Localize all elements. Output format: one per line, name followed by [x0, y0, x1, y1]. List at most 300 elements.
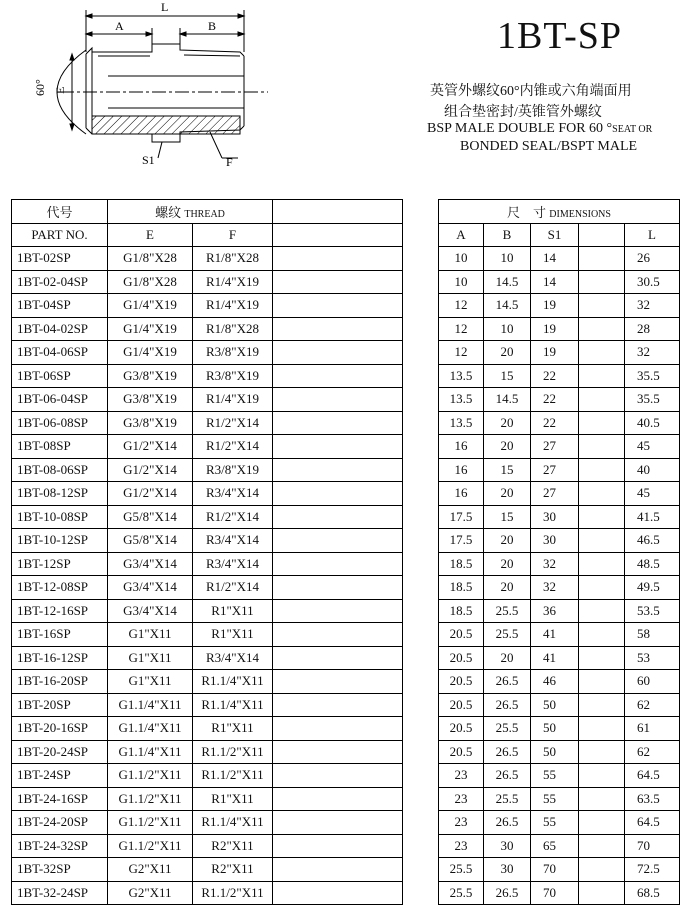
blank-cell	[273, 787, 403, 811]
dim-b-cell: 26.5	[484, 670, 531, 694]
header-row-1	[12, 200, 680, 224]
thread-f-cell: R1/4"X19	[193, 294, 273, 318]
part-no-cell: 1BT-06-04SP	[12, 388, 108, 412]
dim-b-cell: 26.5	[484, 881, 531, 905]
thread-f-cell: R3/8"X19	[193, 341, 273, 365]
header-part-en: PART NO.	[12, 223, 108, 247]
blank-cell	[273, 270, 403, 294]
thread-e-cell: G1.1/4"X11	[108, 717, 193, 741]
gap-cell	[403, 270, 439, 294]
part-no-cell: 1BT-12SP	[12, 552, 108, 576]
blank-cell	[273, 764, 403, 788]
thread-f-cell: R1/2"X14	[193, 505, 273, 529]
dim-b-cell: 20	[484, 552, 531, 576]
thread-f-cell: R1.1/4"X11	[193, 670, 273, 694]
label-A: A	[115, 19, 124, 33]
thread-e-cell: G1"X11	[108, 670, 193, 694]
gap-cell	[403, 623, 439, 647]
dim-a-cell: 23	[439, 834, 484, 858]
blank-cell	[273, 599, 403, 623]
header-blank-2	[273, 223, 403, 247]
description-cn-line1: 英管外螺纹60°内锥或六角端面用	[430, 84, 632, 99]
dim-s1-cell: 14	[531, 247, 579, 271]
dim-a-cell: 20.5	[439, 717, 484, 741]
blank-cell	[273, 458, 403, 482]
blank-cell	[273, 881, 403, 905]
table-row	[12, 388, 680, 412]
part-no-cell: 1BT-24SP	[12, 764, 108, 788]
dim-a-cell: 20.5	[439, 623, 484, 647]
dim-l-cell: 61	[625, 717, 680, 741]
dim-b-cell: 20	[484, 576, 531, 600]
blank-cell	[273, 317, 403, 341]
dim-s1-cell: 19	[531, 294, 579, 318]
header-thread-en: THREAD	[184, 208, 225, 220]
gap-cell	[403, 317, 439, 341]
blank-cell	[273, 811, 403, 835]
dim-l-cell: 45	[625, 482, 680, 506]
dim-a-cell: 10	[439, 247, 484, 271]
gap-cell	[403, 670, 439, 694]
header-thread-cn: 螺纹	[155, 204, 182, 220]
blank-cell	[579, 787, 625, 811]
header-dims	[439, 200, 680, 224]
blank-cell	[579, 764, 625, 788]
blank-cell	[579, 834, 625, 858]
thread-e-cell: G1.1/4"X11	[108, 740, 193, 764]
table-row	[12, 623, 680, 647]
description-cn-line2: 组合垫密封/英锥管外螺纹	[444, 105, 602, 120]
thread-e-cell: G1/2"X14	[108, 482, 193, 506]
part-no-cell: 1BT-08-12SP	[12, 482, 108, 506]
thread-e-cell: G1/8"X28	[108, 270, 193, 294]
dim-a-cell: 17.5	[439, 505, 484, 529]
header-blank-1	[273, 200, 403, 224]
blank-cell	[579, 552, 625, 576]
gap-cell	[403, 388, 439, 412]
dim-l-cell: 62	[625, 693, 680, 717]
thread-e-cell: G1.1/2"X11	[108, 834, 193, 858]
thread-f-cell: R1.1/2"X11	[193, 740, 273, 764]
gap-cell	[403, 646, 439, 670]
blank-cell	[273, 576, 403, 600]
dim-l-cell: 68.5	[625, 881, 680, 905]
dim-s1-cell: 22	[531, 388, 579, 412]
thread-e-cell: G1.1/2"X11	[108, 764, 193, 788]
blank-cell	[579, 881, 625, 905]
thread-f-cell: R1/2"X14	[193, 576, 273, 600]
dim-a-cell: 20.5	[439, 646, 484, 670]
part-no-cell: 1BT-06SP	[12, 364, 108, 388]
label-E: E	[53, 86, 67, 94]
thread-e-cell: G3/4"X14	[108, 599, 193, 623]
gap-cell	[403, 411, 439, 435]
thread-f-cell: R3/4"X14	[193, 552, 273, 576]
gap-cell	[403, 435, 439, 459]
dim-s1-cell: 36	[531, 599, 579, 623]
blank-cell	[579, 364, 625, 388]
blank-cell	[273, 505, 403, 529]
part-no-cell: 1BT-16-20SP	[12, 670, 108, 694]
header-row-2	[12, 223, 680, 247]
dim-b-cell: 20	[484, 646, 531, 670]
dim-s1-cell: 70	[531, 881, 579, 905]
thread-e-cell: G3/8"X19	[108, 388, 193, 412]
table-row	[12, 435, 680, 459]
dim-a-cell: 25.5	[439, 858, 484, 882]
part-no-cell: 1BT-12-16SP	[12, 599, 108, 623]
part-no-cell: 1BT-10-08SP	[12, 505, 108, 529]
dim-s1-cell: 41	[531, 646, 579, 670]
dim-l-cell: 32	[625, 341, 680, 365]
dim-s1-cell: 70	[531, 858, 579, 882]
thread-f-cell: R3/4"X14	[193, 482, 273, 506]
dim-s1-cell: 27	[531, 482, 579, 506]
thread-e-cell: G1/8"X28	[108, 247, 193, 271]
thread-e-cell: G2"X11	[108, 858, 193, 882]
part-no-cell: 1BT-04SP	[12, 294, 108, 318]
part-no-cell: 1BT-02-04SP	[12, 270, 108, 294]
dim-l-cell: 26	[625, 247, 680, 271]
thread-e-cell: G3/8"X19	[108, 411, 193, 435]
blank-cell	[579, 505, 625, 529]
header-gap	[403, 200, 439, 224]
dim-s1-cell: 22	[531, 411, 579, 435]
dim-l-cell: 45	[625, 435, 680, 459]
dim-s1-cell: 22	[531, 364, 579, 388]
blank-cell	[579, 341, 625, 365]
gap-cell	[403, 858, 439, 882]
table-row	[12, 599, 680, 623]
dim-l-cell: 53.5	[625, 599, 680, 623]
dim-a-cell: 13.5	[439, 411, 484, 435]
dim-l-cell: 64.5	[625, 764, 680, 788]
fitting-drawing	[0, 0, 330, 190]
dim-b-cell: 25.5	[484, 599, 531, 623]
dim-s1-cell: 30	[531, 529, 579, 553]
thread-e-cell: G5/8"X14	[108, 505, 193, 529]
gap-cell	[403, 576, 439, 600]
thread-e-cell: G1/4"X19	[108, 294, 193, 318]
dim-a-cell: 13.5	[439, 388, 484, 412]
table-row	[12, 811, 680, 835]
blank-cell	[579, 693, 625, 717]
table-row	[12, 552, 680, 576]
part-no-cell: 1BT-20SP	[12, 693, 108, 717]
dim-b-cell: 26.5	[484, 740, 531, 764]
table-row	[12, 317, 680, 341]
dim-a-cell: 18.5	[439, 576, 484, 600]
part-no-cell: 1BT-08SP	[12, 435, 108, 459]
description-en-line1-main: BSP MALE DOUBLE FOR 60 °	[427, 121, 613, 136]
thread-f-cell: R1.1/2"X11	[193, 764, 273, 788]
table-row	[12, 482, 680, 506]
part-no-cell: 1BT-06-08SP	[12, 411, 108, 435]
dim-l-cell: 48.5	[625, 552, 680, 576]
header-dims-cn: 尺 寸	[507, 204, 547, 220]
dim-a-cell: 18.5	[439, 552, 484, 576]
spec-table	[11, 199, 680, 905]
table-row	[12, 505, 680, 529]
dim-a-cell: 23	[439, 787, 484, 811]
dim-l-cell: 49.5	[625, 576, 680, 600]
dim-a-cell: 25.5	[439, 881, 484, 905]
dim-b-cell: 10	[484, 247, 531, 271]
gap-cell	[403, 811, 439, 835]
dim-l-cell: 32	[625, 294, 680, 318]
blank-cell	[579, 435, 625, 459]
dim-a-cell: 16	[439, 458, 484, 482]
dim-s1-cell: 55	[531, 787, 579, 811]
blank-cell	[273, 364, 403, 388]
dim-b-cell: 14.5	[484, 388, 531, 412]
gap-cell	[403, 787, 439, 811]
blank-cell	[273, 435, 403, 459]
dim-b-cell: 30	[484, 858, 531, 882]
dim-b-cell: 14.5	[484, 294, 531, 318]
thread-e-cell: G1"X11	[108, 623, 193, 647]
thread-e-cell: G3/4"X14	[108, 576, 193, 600]
dim-l-cell: 62	[625, 740, 680, 764]
description-en-line2: BONDED SEAL/BSPT MALE	[460, 139, 638, 154]
thread-f-cell: R1.1/2"X11	[193, 881, 273, 905]
blank-cell	[273, 411, 403, 435]
dim-l-cell: 28	[625, 317, 680, 341]
blank-cell	[273, 552, 403, 576]
dim-s1-cell: 19	[531, 341, 579, 365]
table-row	[12, 858, 680, 882]
table-row	[12, 529, 680, 553]
blank-cell	[273, 858, 403, 882]
gap-cell	[403, 693, 439, 717]
dim-l-cell: 58	[625, 623, 680, 647]
part-no-cell: 1BT-10-12SP	[12, 529, 108, 553]
dim-s1-cell: 19	[531, 317, 579, 341]
blank-cell	[579, 646, 625, 670]
blank-cell	[273, 247, 403, 271]
blank-cell	[579, 599, 625, 623]
dim-s1-cell: 65	[531, 834, 579, 858]
blank-cell	[273, 834, 403, 858]
part-no-cell: 1BT-24-16SP	[12, 787, 108, 811]
thread-f-cell: R3/8"X19	[193, 458, 273, 482]
thread-e-cell: G1.1/2"X11	[108, 811, 193, 835]
table-row	[12, 458, 680, 482]
dim-l-cell: 72.5	[625, 858, 680, 882]
part-no-cell: 1BT-24-20SP	[12, 811, 108, 835]
blank-cell	[273, 529, 403, 553]
dim-a-cell: 23	[439, 811, 484, 835]
dim-a-cell: 12	[439, 341, 484, 365]
header-A: A	[439, 223, 484, 247]
dim-a-cell: 20.5	[439, 693, 484, 717]
blank-cell	[273, 341, 403, 365]
gap-cell	[403, 364, 439, 388]
dim-b-cell: 30	[484, 834, 531, 858]
blank-cell	[579, 740, 625, 764]
dim-b-cell: 10	[484, 317, 531, 341]
part-no-cell: 1BT-02SP	[12, 247, 108, 271]
description-en-line1-small: SEAT OR	[612, 124, 653, 135]
dim-b-cell: 25.5	[484, 717, 531, 741]
thread-e-cell: G1.1/4"X11	[108, 693, 193, 717]
table-row	[12, 834, 680, 858]
header-thread	[108, 200, 273, 224]
dim-b-cell: 15	[484, 364, 531, 388]
dim-s1-cell: 50	[531, 693, 579, 717]
gap-cell	[403, 881, 439, 905]
table-row	[12, 881, 680, 905]
dim-l-cell: 63.5	[625, 787, 680, 811]
thread-f-cell: R1/2"X14	[193, 411, 273, 435]
thread-f-cell: R1"X11	[193, 717, 273, 741]
thread-f-cell: R2"X11	[193, 858, 273, 882]
table-row	[12, 294, 680, 318]
thread-e-cell: G1/4"X19	[108, 341, 193, 365]
dim-l-cell: 41.5	[625, 505, 680, 529]
dim-l-cell: 64.5	[625, 811, 680, 835]
blank-cell	[273, 623, 403, 647]
label-S1: S1	[142, 153, 155, 167]
table-row	[12, 740, 680, 764]
dim-a-cell: 18.5	[439, 599, 484, 623]
blank-cell	[579, 482, 625, 506]
dim-s1-cell: 50	[531, 740, 579, 764]
blank-cell	[273, 717, 403, 741]
blank-cell	[579, 458, 625, 482]
blank-cell	[579, 811, 625, 835]
dim-a-cell: 16	[439, 482, 484, 506]
thread-f-cell: R3/4"X14	[193, 529, 273, 553]
thread-e-cell: G5/8"X14	[108, 529, 193, 553]
thread-f-cell: R1/4"X19	[193, 270, 273, 294]
dim-s1-cell: 55	[531, 764, 579, 788]
thread-f-cell: R3/4"X14	[193, 646, 273, 670]
dim-s1-cell: 46	[531, 670, 579, 694]
dim-b-cell: 20	[484, 482, 531, 506]
dim-a-cell: 17.5	[439, 529, 484, 553]
dim-b-cell: 15	[484, 505, 531, 529]
blank-cell	[273, 388, 403, 412]
dim-b-cell: 15	[484, 458, 531, 482]
part-no-cell: 1BT-04-06SP	[12, 341, 108, 365]
table-row	[12, 693, 680, 717]
gap-cell	[403, 247, 439, 271]
thread-f-cell: R3/8"X19	[193, 364, 273, 388]
dim-s1-cell: 50	[531, 717, 579, 741]
part-no-cell: 1BT-32SP	[12, 858, 108, 882]
dim-a-cell: 12	[439, 294, 484, 318]
table-row	[12, 270, 680, 294]
label-B: B	[208, 19, 217, 33]
thread-e-cell: G1/4"X19	[108, 317, 193, 341]
blank-cell	[579, 247, 625, 271]
dim-l-cell: 46.5	[625, 529, 680, 553]
gap-cell	[403, 599, 439, 623]
part-no-cell: 1BT-20-24SP	[12, 740, 108, 764]
table-row	[12, 670, 680, 694]
thread-f-cell: R1/8"X28	[193, 247, 273, 271]
gap-cell	[403, 458, 439, 482]
dim-a-cell: 13.5	[439, 364, 484, 388]
dim-b-cell: 25.5	[484, 623, 531, 647]
header-blank-3	[579, 223, 625, 247]
dim-b-cell: 20	[484, 529, 531, 553]
label-F: F	[226, 155, 233, 169]
dim-b-cell: 26.5	[484, 811, 531, 835]
thread-f-cell: R1/2"X14	[193, 435, 273, 459]
table-row	[12, 247, 680, 271]
dim-l-cell: 40.5	[625, 411, 680, 435]
part-no-cell: 1BT-12-08SP	[12, 576, 108, 600]
thread-e-cell: G3/4"X14	[108, 552, 193, 576]
gap-cell	[403, 834, 439, 858]
header-L: L	[625, 223, 680, 247]
blank-cell	[579, 317, 625, 341]
dim-s1-cell: 32	[531, 552, 579, 576]
dim-l-cell: 53	[625, 646, 680, 670]
dim-l-cell: 30.5	[625, 270, 680, 294]
blank-cell	[273, 482, 403, 506]
gap-cell	[403, 294, 439, 318]
table-row	[12, 364, 680, 388]
table-row	[12, 576, 680, 600]
part-no-cell: 1BT-04-02SP	[12, 317, 108, 341]
dim-b-cell: 26.5	[484, 693, 531, 717]
dim-s1-cell: 30	[531, 505, 579, 529]
page-title: 1BT-SP	[497, 15, 622, 57]
thread-f-cell: R1.1/4"X11	[193, 811, 273, 835]
header-S1: S1	[531, 223, 579, 247]
gap-cell	[403, 764, 439, 788]
dim-s1-cell: 32	[531, 576, 579, 600]
blank-cell	[579, 411, 625, 435]
thread-e-cell: G3/8"X19	[108, 364, 193, 388]
thread-f-cell: R1"X11	[193, 787, 273, 811]
header-dims-en: DIMENSIONS	[549, 208, 611, 220]
dim-l-cell: 40	[625, 458, 680, 482]
label-angle: 60°	[33, 79, 47, 96]
table-row	[12, 646, 680, 670]
header-part-cn: 代号	[12, 200, 108, 224]
header-gap-2	[403, 223, 439, 247]
dim-b-cell: 14.5	[484, 270, 531, 294]
dim-b-cell: 20	[484, 435, 531, 459]
dim-l-cell: 60	[625, 670, 680, 694]
part-no-cell: 1BT-16-12SP	[12, 646, 108, 670]
dim-s1-cell: 14	[531, 270, 579, 294]
dim-a-cell: 10	[439, 270, 484, 294]
blank-cell	[273, 294, 403, 318]
dim-a-cell: 20.5	[439, 670, 484, 694]
part-no-cell: 1BT-20-16SP	[12, 717, 108, 741]
blank-cell	[579, 529, 625, 553]
dim-b-cell: 25.5	[484, 787, 531, 811]
dim-s1-cell: 27	[531, 435, 579, 459]
thread-f-cell: R2"X11	[193, 834, 273, 858]
blank-cell	[579, 670, 625, 694]
blank-cell	[579, 294, 625, 318]
header-F: F	[193, 223, 273, 247]
dim-a-cell: 23	[439, 764, 484, 788]
gap-cell	[403, 482, 439, 506]
blank-cell	[579, 576, 625, 600]
gap-cell	[403, 552, 439, 576]
gap-cell	[403, 529, 439, 553]
blank-cell	[273, 740, 403, 764]
part-no-cell: 1BT-16SP	[12, 623, 108, 647]
gap-cell	[403, 505, 439, 529]
